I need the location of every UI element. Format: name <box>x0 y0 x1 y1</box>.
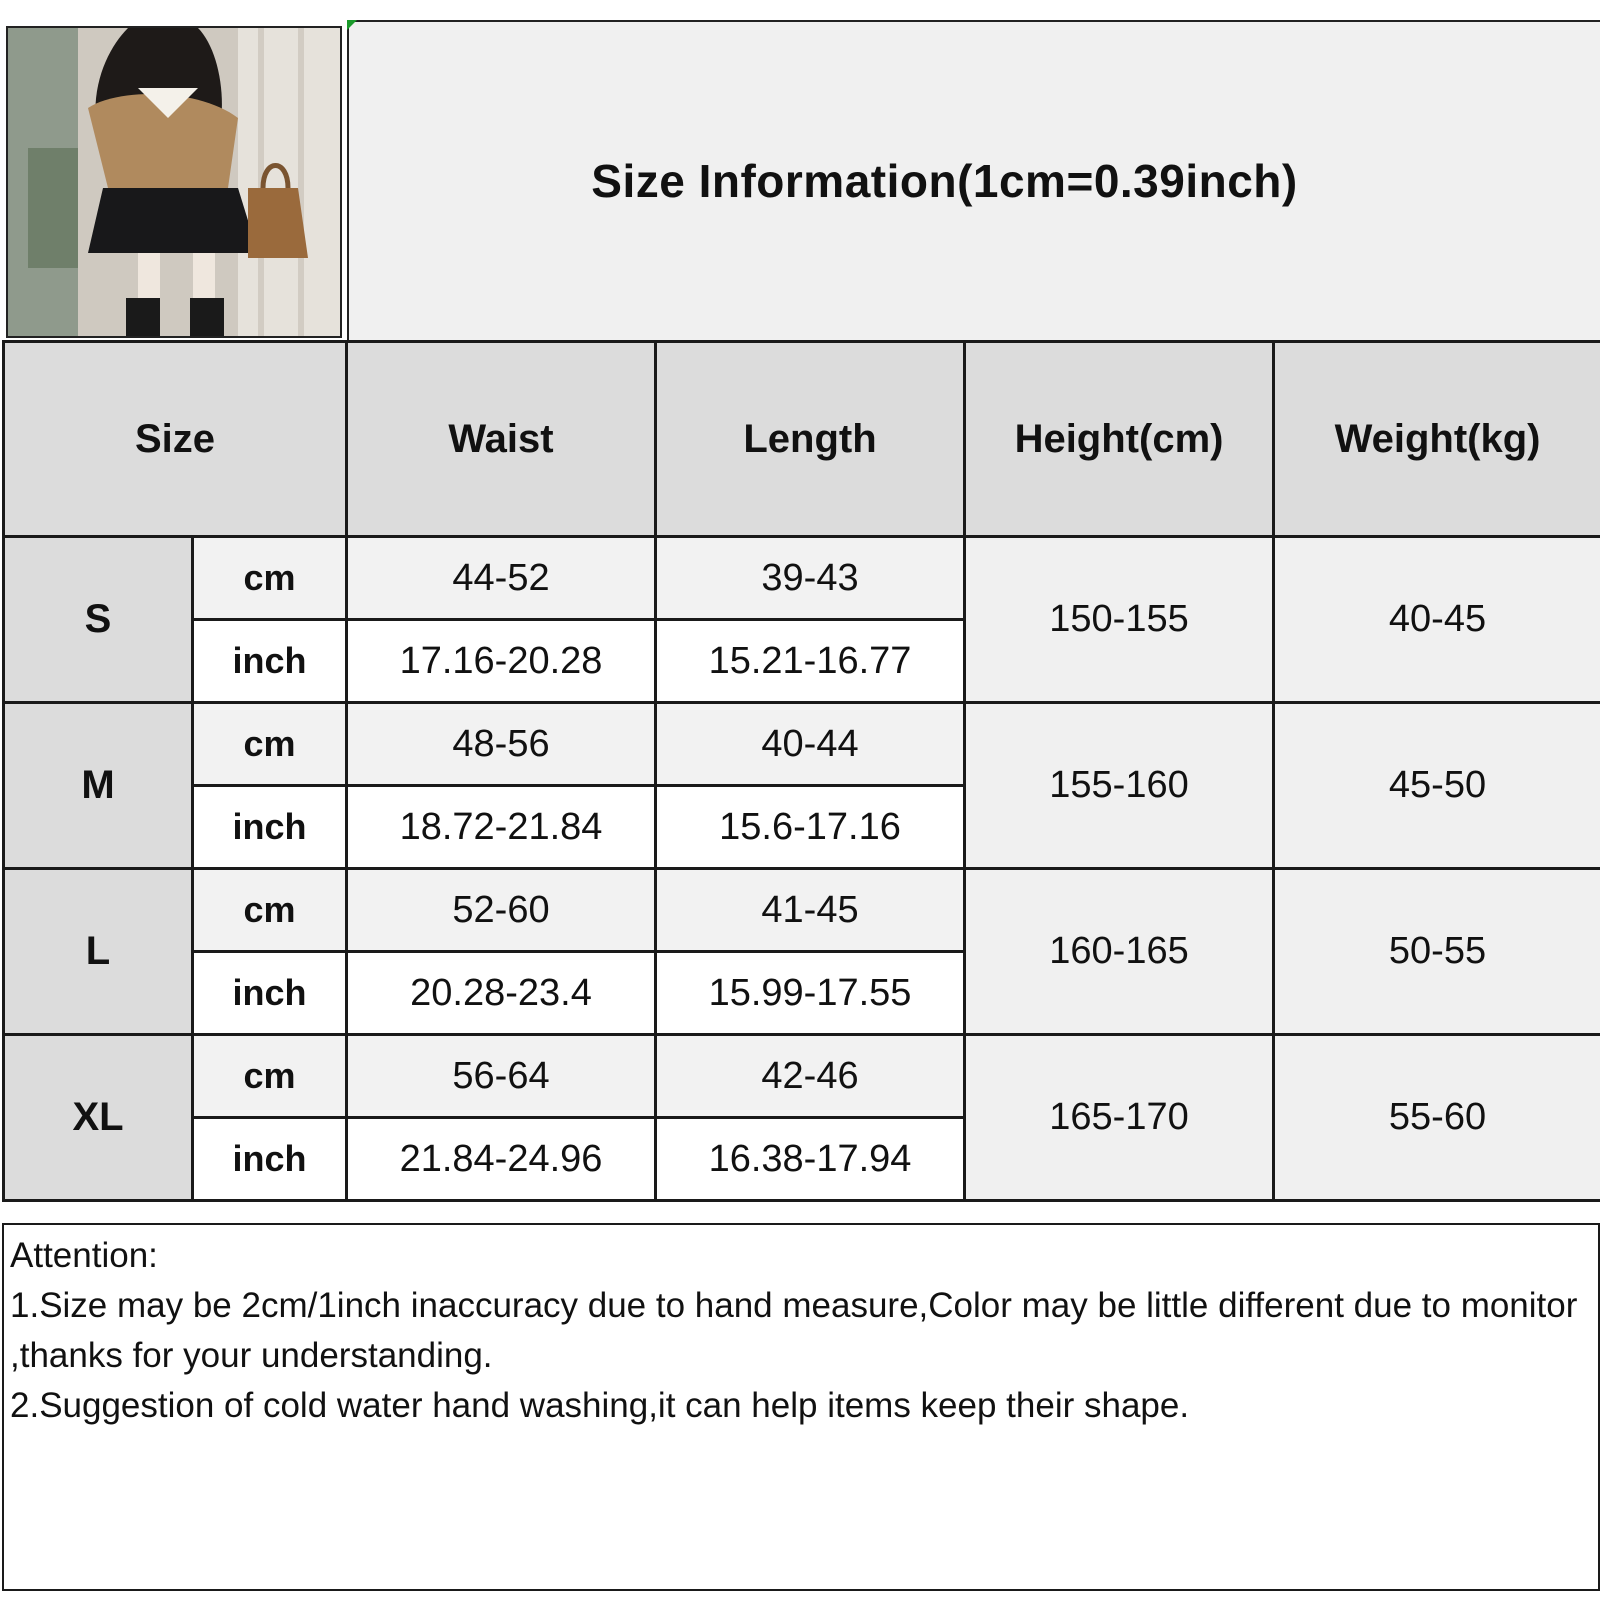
size-label: XL <box>4 1035 193 1201</box>
waist-inch: 17.16-20.28 <box>347 620 656 703</box>
header-height: Height(cm) <box>965 342 1274 537</box>
header-waist: Waist <box>347 342 656 537</box>
table-row <box>4 703 1600 786</box>
size-label: S <box>4 537 193 703</box>
waist-inch: 20.28-23.4 <box>347 952 656 1035</box>
length-cm: 42-46 <box>656 1035 965 1118</box>
unit-inch: inch <box>193 620 347 703</box>
unit-cm: cm <box>193 703 347 786</box>
header-size: Size <box>4 342 347 537</box>
table-row <box>4 1035 1600 1118</box>
attention-notes <box>2 1223 1600 1591</box>
cell-marker-icon <box>347 20 357 30</box>
note-line-2: 2.Suggestion of cold water hand washing,it can help items keep their shape. <box>10 1386 1190 1425</box>
weight-range: 45-50 <box>1274 703 1600 869</box>
waist-cm: 52-60 <box>347 869 656 952</box>
height-range: 165-170 <box>965 1035 1274 1201</box>
unit-cm: cm <box>193 869 347 952</box>
weight-range: 55-60 <box>1274 1035 1600 1201</box>
weight-range: 40-45 <box>1274 537 1600 703</box>
unit-inch: inch <box>193 1118 347 1201</box>
height-range: 160-165 <box>965 869 1274 1035</box>
height-range: 150-155 <box>965 537 1274 703</box>
note-line-1: 1.Size may be 2cm/1inch inaccuracy due to hand measure,Color may be little different due to monitor ,thanks for your understanding. <box>10 1286 1578 1375</box>
length-cm: 40-44 <box>656 703 965 786</box>
page-title: Size Information(1cm=0.39inch) <box>591 155 1298 207</box>
waist-cm: 48-56 <box>347 703 656 786</box>
size-label: M <box>4 703 193 869</box>
header-weight: Weight(kg) <box>1274 342 1600 537</box>
length-cm: 41-45 <box>656 869 965 952</box>
length-inch: 15.21-16.77 <box>656 620 965 703</box>
unit-cm: cm <box>193 537 347 620</box>
length-inch: 16.38-17.94 <box>656 1118 965 1201</box>
header-row <box>4 342 1600 537</box>
model-image <box>8 28 342 338</box>
waist-cm: 44-52 <box>347 537 656 620</box>
length-inch: 15.6-17.16 <box>656 786 965 869</box>
unit-cm: cm <box>193 1035 347 1118</box>
waist-inch: 21.84-24.96 <box>347 1118 656 1201</box>
unit-inch: inch <box>193 952 347 1035</box>
size-label: L <box>4 869 193 1035</box>
header-length: Length <box>656 342 965 537</box>
unit-inch: inch <box>193 786 347 869</box>
waist-inch: 18.72-21.84 <box>347 786 656 869</box>
waist-cm: 56-64 <box>347 1035 656 1118</box>
table-row <box>4 537 1600 620</box>
notes-heading: Attention: <box>10 1236 158 1275</box>
length-cm: 39-43 <box>656 537 965 620</box>
product-photo <box>6 26 342 338</box>
height-range: 155-160 <box>965 703 1274 869</box>
weight-range: 50-55 <box>1274 869 1600 1035</box>
table-row <box>4 869 1600 952</box>
title-cell <box>347 20 1600 340</box>
size-table <box>2 340 1600 1202</box>
length-inch: 15.99-17.55 <box>656 952 965 1035</box>
size-chart <box>2 20 1600 1576</box>
